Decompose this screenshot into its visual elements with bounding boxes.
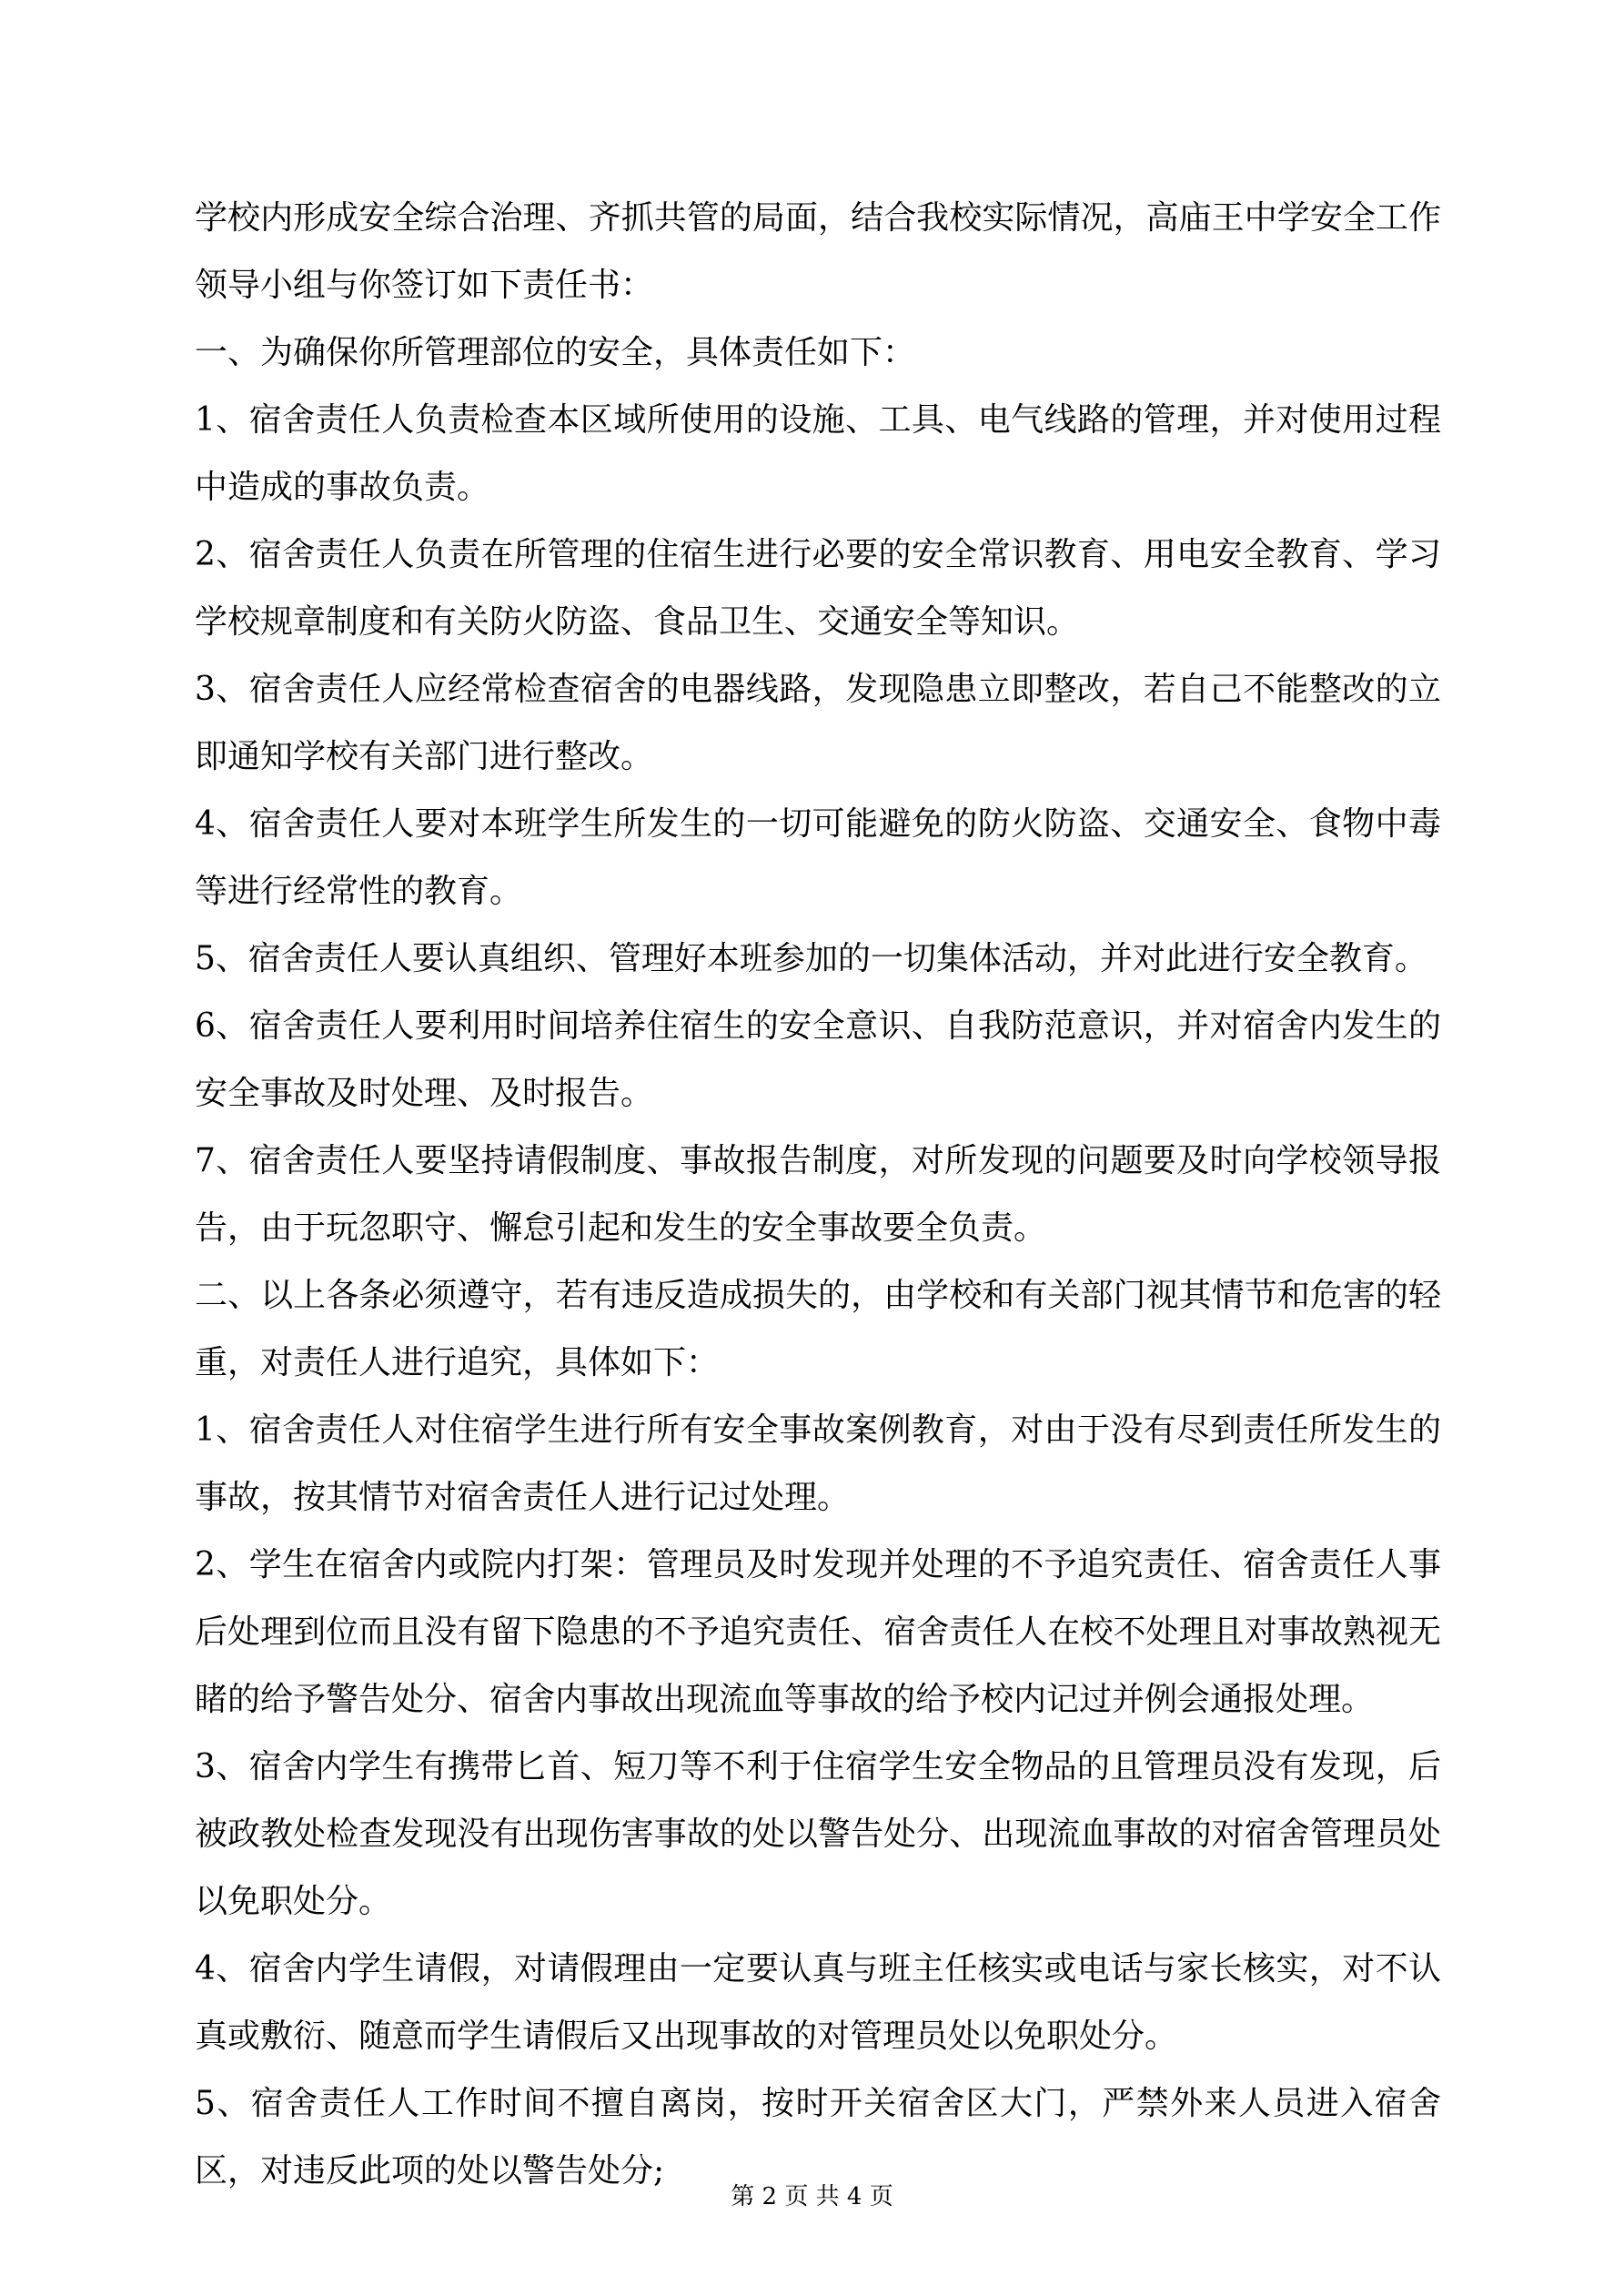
paragraph: 2、学生在宿舍内或院内打架：管理员及时发现并处理的不予追究责任、宿舍责任人事后处理到位而且没有留下隐患的不予追究责任、宿舍责任人在校不处理且对事故熟视无睹的给予警告处分、宿舍内事故出现流血等事故的给予校内记过并例会通报处理。 [195,1546,1441,1718]
paragraph: 一、为确保你所管理部位的安全，具体责任如下： [195,334,916,371]
paragraph: 1、宿舍责任人对住宿学生进行所有安全事故案例教育，对由于没有尽到责任所发生的事故，按其情节对宿舍责任人进行记过处理。 [195,1411,1441,1516]
paragraph: 2、宿舍责任人负责在所管理的住宿生进行必要的安全常识教育、用电安全教育、学习学校规章制度和有关防火防盗、食品卫生、交通安全等知识。 [195,536,1441,641]
document-body [195,185,1441,2205]
paragraph: 二、以上各条必须遵守，若有违反造成损失的，由学校和有关部门视其情节和危害的轻重，对责任人进行追究，具体如下： [195,1277,1441,1381]
paragraph: 5、宿舍责任人要认真组织、管理好本班参加的一切集体活动，并对此进行安全教育。 [195,940,1427,977]
paragraph: 7、宿舍责任人要坚持请假制度、事故报告制度，对所发现的问题要及时向学校领导报告，由于玩忽职守、懈怠引起和发生的安全事故要全负责。 [195,1142,1441,1247]
page-number: 第 2 页 共 4 页 [731,2183,893,2210]
paragraph: 5、宿舍责任人工作时间不擅自离岗，按时开关宿舍区大门，严禁外来人员进入宿舍区，对违反此项的处以警告处分; [195,2085,1441,2190]
paragraph: 3、宿舍内学生有携带匕首、短刀等不利于住宿学生安全物品的且管理员没有发现，后被政教处检查发现没有出现伤害事故的处以警告处分、出现流血事故的对宿舍管理员处以免职处分。 [195,1748,1441,1920]
paragraph: 4、宿舍内学生请假，对请假理由一定要认真与班主任核实或电话与家长核实，对不认真或敷衍、随意而学生请假后又出现事故的对管理员处以免职处分。 [195,1950,1441,2055]
paragraph: 1、宿舍责任人负责检查本区域所使用的设施、工具、电气线路的管理，并对使用过程中造成的事故负责。 [195,401,1441,506]
paragraph: 3、宿舍责任人应经常检查宿舍的电器线路，发现隐患立即整改，若自己不能整改的立即通知学校有关部门进行整改。 [195,671,1441,775]
paragraph: 学校内形成安全综合治理、齐抓共管的局面，结合我校实际情况，高庙王中学安全工作领导小组与你签订如下责任书： [195,199,1441,304]
paragraph: 6、宿舍责任人要利用时间培养住宿生的安全意识、自我防范意识，并对宿舍内发生的安全事故及时处理、及时报告。 [195,1007,1441,1112]
page-footer [0,2182,1624,2211]
paragraph: 4、宿舍责任人要对本班学生所发生的一切可能避免的防火防盗、交通安全、食物中毒等进行经常性的教育。 [195,805,1441,910]
